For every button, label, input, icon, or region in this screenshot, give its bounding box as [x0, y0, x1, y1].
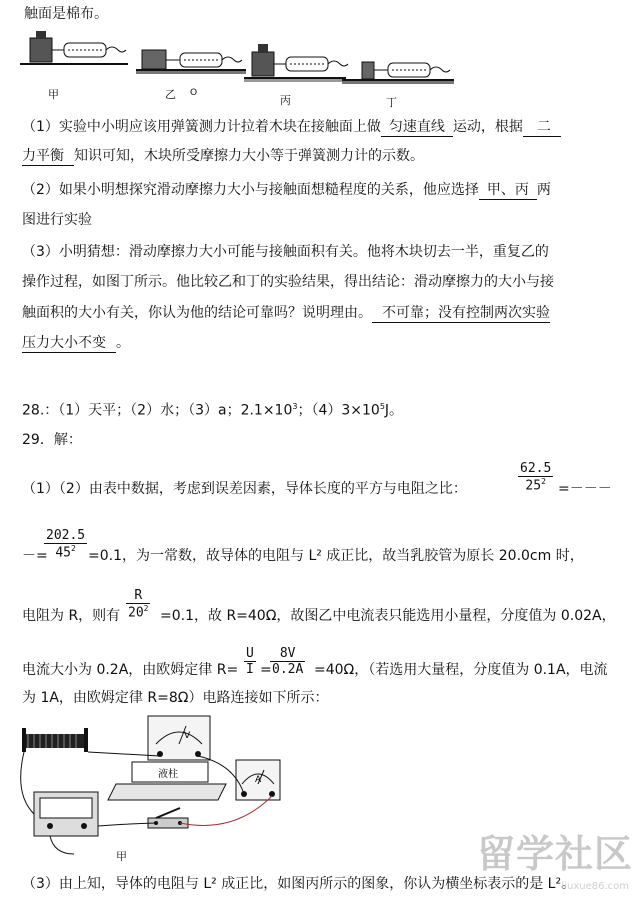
q29-p1: （1）（2）由表中数据，考虑到误差因素，导体长度的平方与电阻之比：: [22, 481, 467, 497]
frac4-den: I: [246, 662, 254, 677]
q28-sup2: 5: [379, 402, 385, 411]
q3-line2: 操作过程，如图丁所示。他比较乙和丁的实验结果，得出结论：滑动摩擦力的大小与接: [22, 274, 554, 290]
q1-before: （1）实验中小明应该用弹簧测力计拉着木块在接触面上做: [22, 119, 381, 135]
frac3-num: R: [126, 588, 150, 604]
intro-text: 触面是棉布。: [24, 6, 108, 22]
label-jia: 甲: [48, 88, 59, 101]
q1-answer-2b: 力平衡: [22, 147, 74, 166]
voltmeter-label: V: [184, 731, 191, 741]
q29-p6: （3）由上知，导体的电阻与 L² 成正比，如图丙所示的图象，你认为横坐标表示的是 L²。: [22, 876, 576, 892]
q29-dashes: =－－－: [558, 481, 612, 497]
switch: [148, 808, 188, 828]
q1-mid: 运动，根据: [452, 119, 523, 135]
setup-yi: [136, 50, 246, 74]
fraction-202-5: [44, 528, 87, 560]
frac4-num: U: [246, 646, 254, 661]
fraction-8v-over-0-2a: [270, 646, 305, 677]
frac5-num: 8V: [270, 646, 305, 662]
setup-bing: [244, 44, 348, 82]
watermark-logo: 留学社区: [476, 832, 633, 876]
power-supply: [34, 792, 98, 836]
q29-p2: =0.1，为一常数，故导体的电阻与 L² 成正比，故当乳胶管为原长 20.0cm 时，: [88, 548, 584, 564]
label-ding: 丁: [386, 96, 397, 109]
q3-line1: （3）小明猜想：滑动摩擦力大小可能与接触面积有关。他将木块切去一半，重复乙的: [22, 244, 549, 260]
frac1-num: 62.5: [520, 461, 552, 476]
circuit-label-jia: 甲: [116, 850, 127, 863]
q2-answer: 甲、丙: [479, 181, 537, 200]
frac2-den: 45: [55, 545, 71, 561]
liquid-column-label: 液柱: [158, 769, 178, 780]
q3-line4: [22, 333, 130, 353]
liquid-column-board: [108, 762, 226, 800]
friction-experiment-figure: [18, 26, 498, 106]
fraction-62-5: [518, 461, 553, 493]
q29-p4-after: =40Ω，（若选用大量程，分度值为 0.1A，电流: [314, 662, 608, 678]
frac1-den: 25: [525, 478, 542, 494]
ammeter-label: A: [255, 775, 262, 785]
q1-answer-1: 匀速直线: [381, 118, 453, 137]
q3-line3-before: 触面积的大小有关，你认为他的结论可靠吗？说明理由。: [22, 305, 372, 321]
q2-before: （2）如果小明想探究滑动摩擦力大小与接触面想糙程度的关系，他应选择: [22, 182, 479, 198]
q1-line2: [22, 146, 424, 166]
rheostat: [22, 728, 88, 752]
watermark-sub: liuxue86.com: [561, 881, 629, 892]
frac3-den-sup: 2: [143, 604, 149, 613]
frac5-den: 0.2A: [272, 662, 304, 677]
frac2-den-sup: 2: [70, 544, 76, 553]
label-yi: 乙: [165, 88, 176, 101]
q29-p3-before: 电阻为 R，则有: [22, 608, 121, 624]
q29-p3-after: =0.1，故 R=40Ω，故图乙中电流表只能选用小量程，分度值为 0.02A，: [160, 608, 616, 624]
q3-end: 。: [116, 335, 130, 351]
q29-title: 29．解：: [22, 432, 82, 448]
q2-line1: [22, 180, 551, 200]
label-bing: 丙: [280, 94, 291, 107]
q29-p5: 为 1A，由欧姆定律 R=8Ω）电路连接如下所示：: [22, 690, 329, 706]
frac3-den: 20: [128, 605, 144, 621]
q1-line1: [22, 117, 561, 137]
q3-answer-a: 不可靠；没有控制两次实验: [372, 304, 550, 323]
frac1-den-sup: 2: [541, 477, 546, 486]
label-under-mark: O: [190, 88, 198, 98]
q1-after: 知识可知，木块所受摩擦力大小等于弹簧测力计的示数。: [74, 148, 424, 164]
q29-lead: －=: [22, 548, 48, 564]
frac2-num: 202.5: [46, 528, 86, 543]
fraction-r-over-20: [126, 588, 150, 620]
fraction-u-over-i: [244, 646, 256, 677]
q3-line3: [22, 303, 550, 323]
q29-p4-before: 电流大小为 0.2A，由欧姆定律 R=: [22, 662, 239, 678]
q2-line2: 图进行实验: [22, 212, 92, 228]
q28-text3: J。: [384, 402, 404, 419]
setup-jia: [20, 31, 128, 64]
q28-text1: 28.：（1）天平；（2）水；（3）a；2.1×10: [22, 402, 293, 419]
q28-text2: ；（4）3×10: [297, 402, 380, 419]
q3-answer-b: 压力大小不变: [22, 334, 116, 353]
q1-answer-2a: 二: [523, 118, 561, 137]
circuit-figure: [14, 714, 314, 864]
equals-sign: =: [260, 662, 272, 678]
ammeter: [236, 760, 280, 800]
voltmeter: [148, 716, 210, 760]
q2-after-a: 两: [536, 182, 551, 198]
q28-sup1: 3: [292, 402, 298, 411]
setup-ding: [342, 62, 454, 84]
q28-answer: [22, 397, 403, 421]
